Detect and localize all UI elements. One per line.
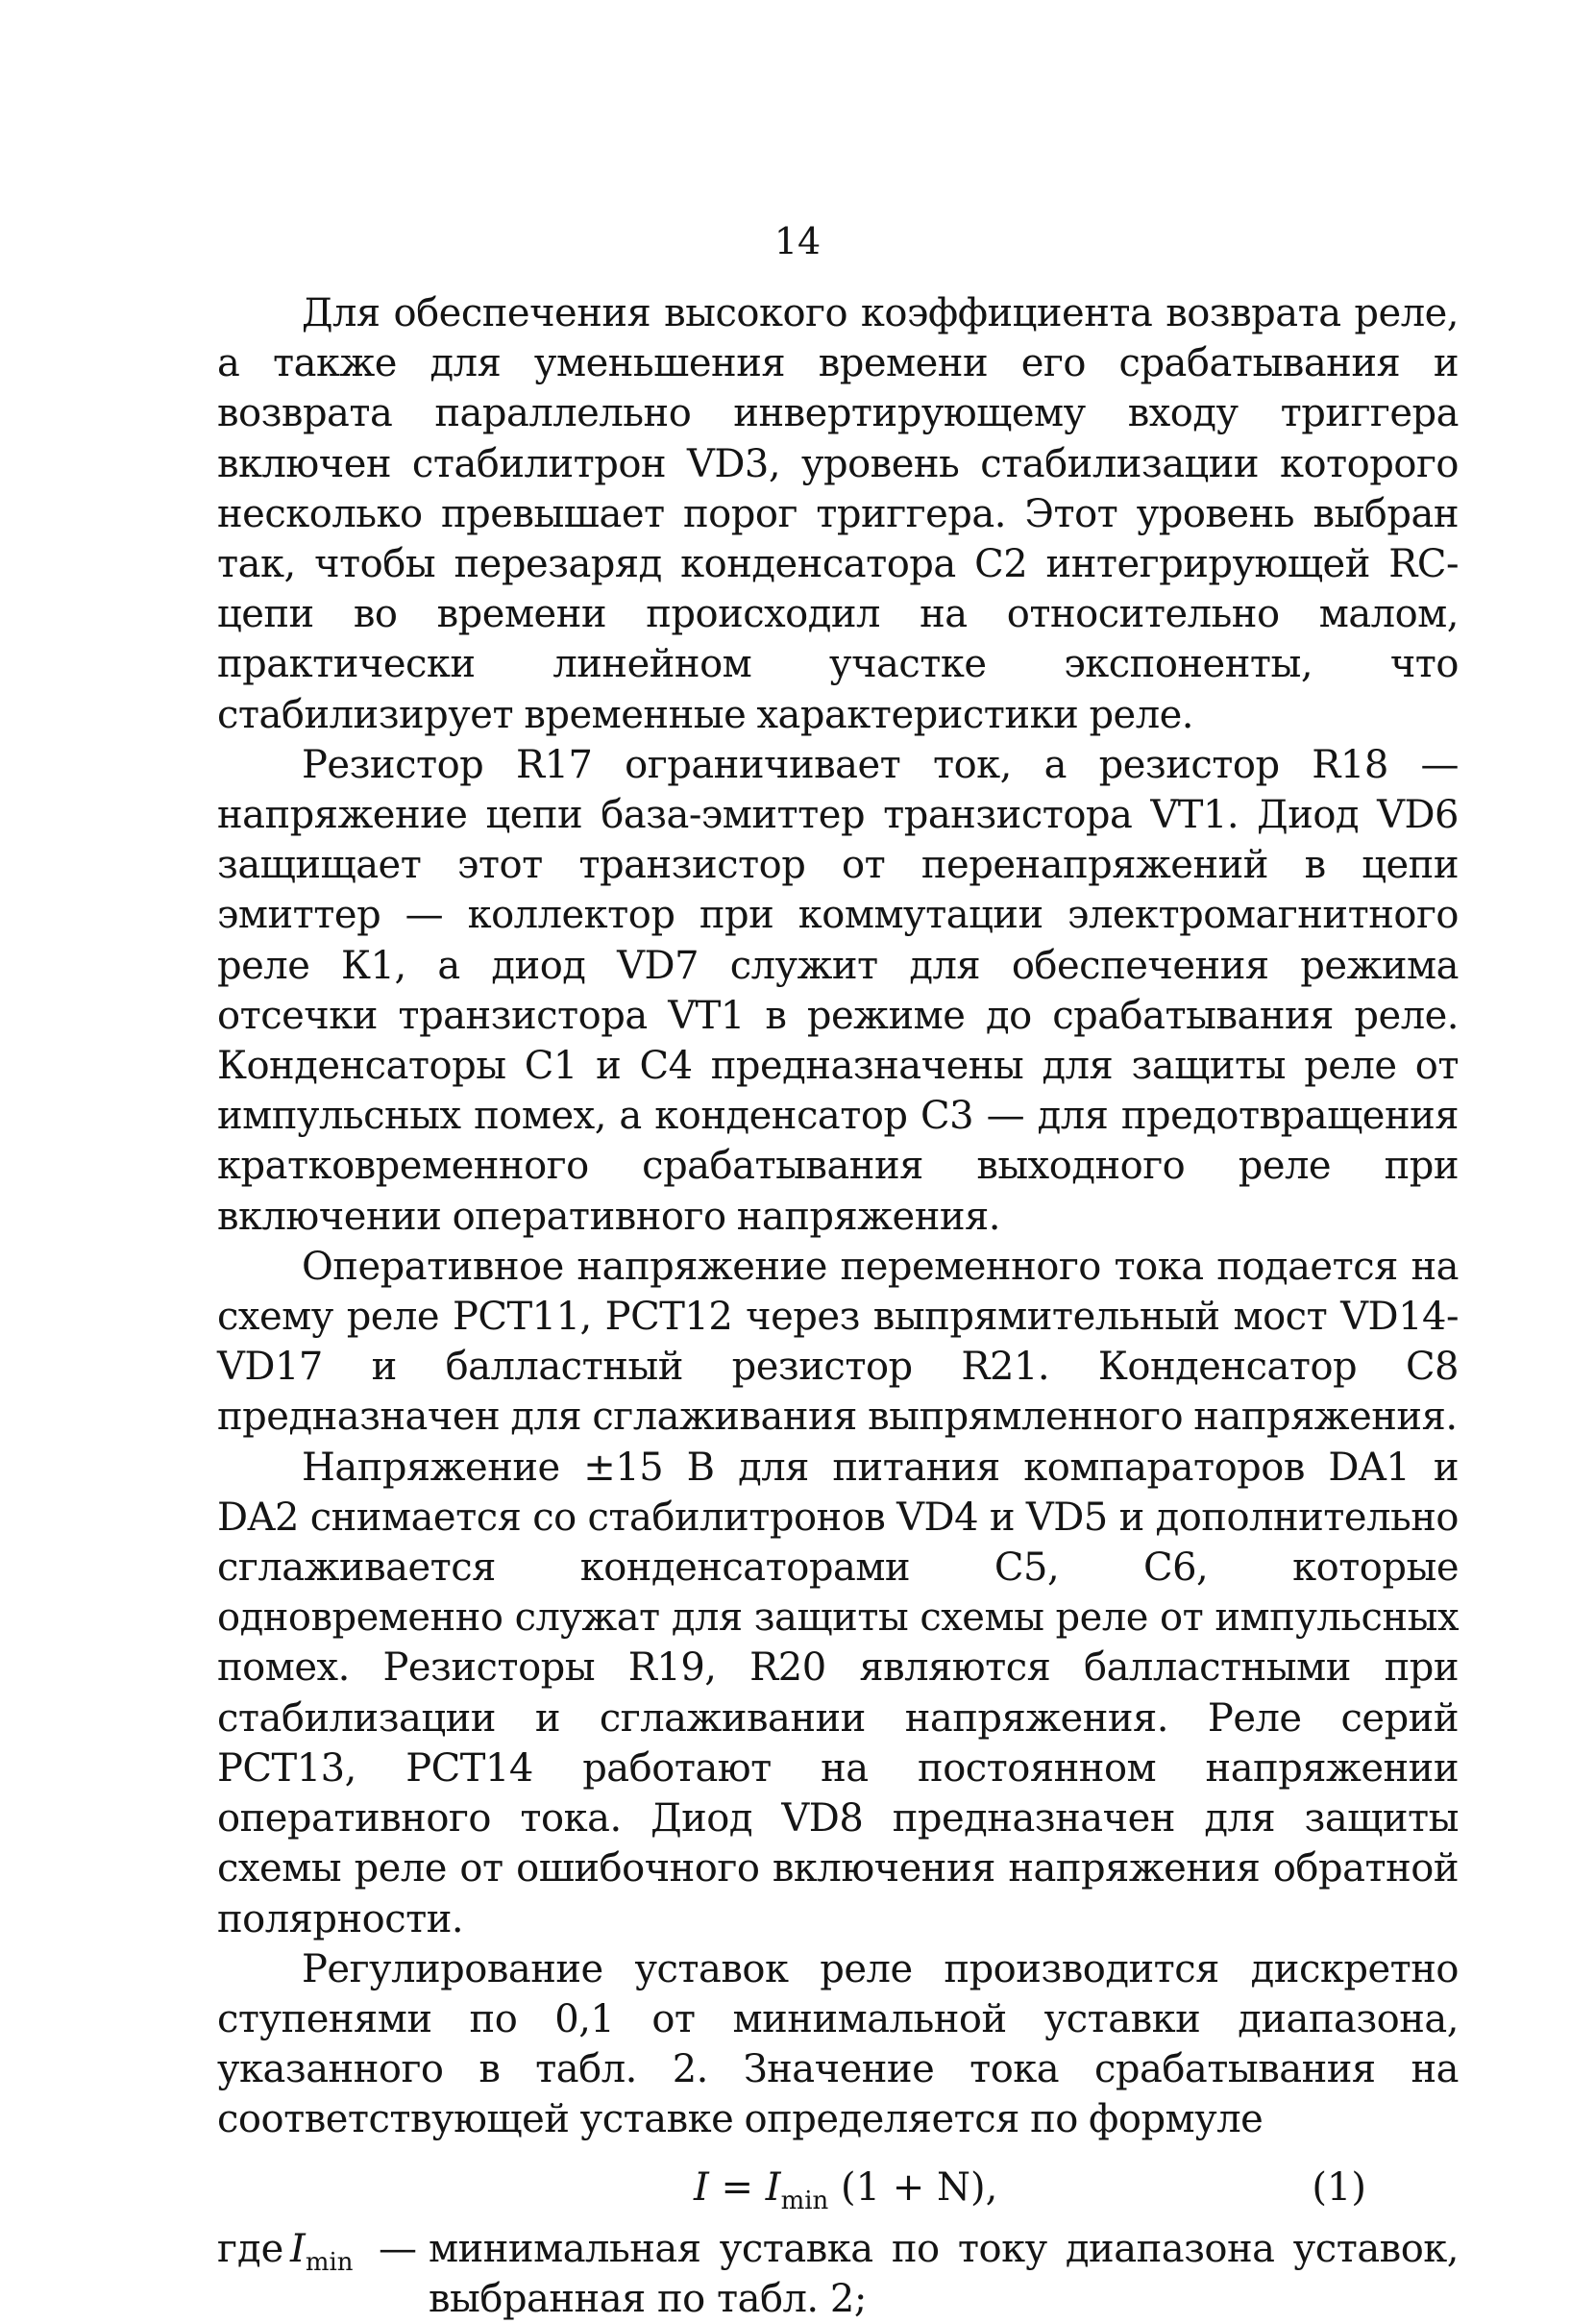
- paragraph: Регулирование уставок реле производится дискретно ступенями по 0,1 от минимальной уставки диапазона, указанного в табл. 2. Значение тока срабатывания на соответствующей уставке определяется по формуле: [217, 1946, 1459, 2142]
- where-symbol-letter: I: [290, 2226, 306, 2271]
- where-dash: —: [379, 2226, 417, 2271]
- formula-main: I: [765, 2164, 781, 2210]
- where-definition: минимальная уставка по току диапазона уставок, выбранная по табл. 2;: [429, 2226, 1459, 2321]
- where-word: где: [217, 2226, 284, 2271]
- paragraph: Для обеспечения высокого коэффициента возврата реле, а также для уменьшения времени его срабатывания и возврата параллельно инвертирующему входу триггера включен стабилитрон VD3, уровень стабилизации которого несколько превышает порог триггера. Этот уровень выбран так, чтобы перезаряд конденсатора С2 интегрирующей RC-цепи во времени происходил на относительно малом, практически линейном участке экспоненты, что стабилизирует временные характеристики реле.: [217, 291, 1459, 737]
- paragraph: Оперативное напряжение переменного тока подается на схему реле РСТ11, РСТ12 через выпрямительный мост VD14-VD17 и балластный резистор R21. Конденсатор С8 предназначен для сглаживания выпрямленного напряжения.: [217, 1244, 1459, 1440]
- body-text: [217, 288, 1459, 2324]
- formula-line: [217, 2153, 1459, 2222]
- where-symbol: [290, 2224, 354, 2277]
- paragraph: Напряжение ±15 В для питания компараторов DA1 и DA2 снимается со стабилитронов VD4 и VD5 и дополнительно сглаживается конденсаторами С5, С6, которые одновременно служат для защиты схемы реле от импульсных помех. Резисторы R19, R20 являются балластными при стабилизации и сглаживании напряжения. Реле серий РСТ13, РСТ14 работают на постоянном напряжении оперативного тока. Диод VD8 предназначен для защиты схемы реле от ошибочного включения напряжения обратной полярности.: [217, 1445, 1459, 1941]
- where-clause: [217, 2224, 1459, 2324]
- where-symbol-subscript: min: [305, 2247, 354, 2277]
- formula-equals: =: [708, 2164, 766, 2210]
- formula: [694, 2153, 997, 2222]
- formula-lhs: I: [694, 2164, 709, 2210]
- formula-rest: (1 + N),: [828, 2164, 998, 2210]
- paragraph: Резистор R17 ограничивает ток, а резистор R18 — напряжение цепи база-эмиттер транзистора VT1. Диод VD6 защищает этот транзистор от перенапряжений в цепи эмиттер — коллектор при коммутации электромагнитного реле К1, а диод VD7 служит для обеспечения режима отсечки транзистора VT1 в режиме до срабатывания реле. Конденсаторы С1 и С4 предназначены для защиты реле от импульсных помех, а конденсатор С3 — для предотвращения кратковременного срабатывания выходного реле при включении оперативного напряжения.: [217, 742, 1459, 1239]
- formula-subscript: min: [780, 2186, 829, 2215]
- page-number: 14: [773, 220, 822, 262]
- formula-number: (1): [1312, 2164, 1366, 2210]
